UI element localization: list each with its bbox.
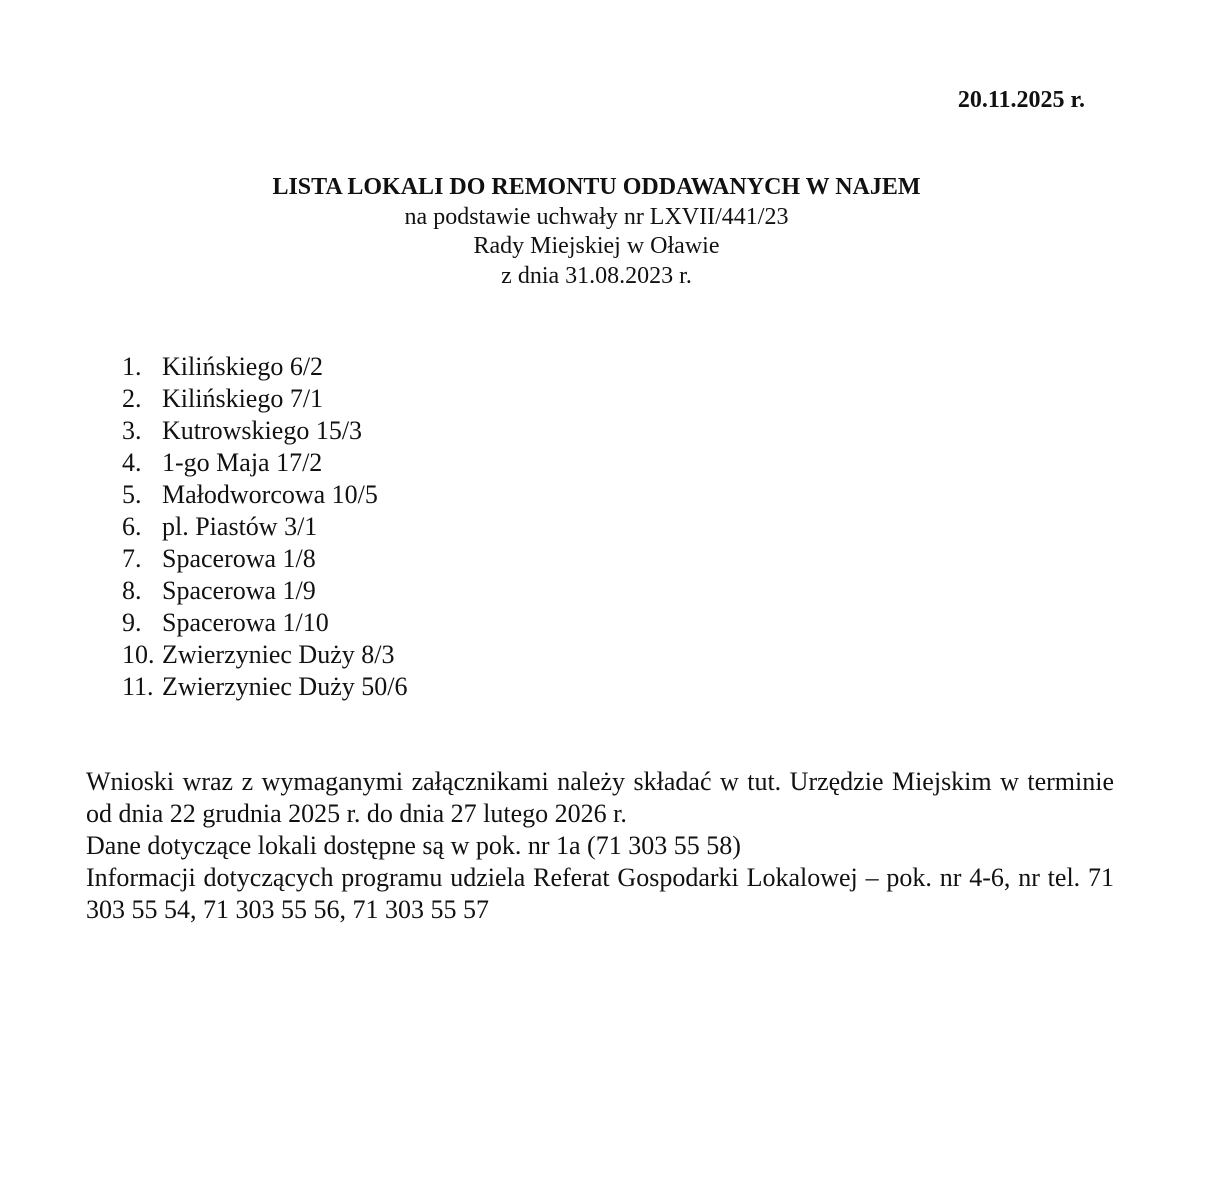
- list-item-number: 9.: [122, 608, 142, 637]
- list-item-number: 5.: [122, 480, 142, 509]
- resolution-date: z dnia 31.08.2023 r.: [501, 262, 692, 289]
- document-header: [0, 173, 1193, 291]
- list-item-address: Zwierzyniec Duży 50/6: [162, 672, 408, 701]
- premises-list: [122, 351, 407, 703]
- list-item-address: Kutrowskiego 15/3: [162, 416, 363, 445]
- list-item-number: 2.: [122, 384, 142, 413]
- list-item-number: 1.: [122, 352, 142, 381]
- list-item-number: 11.: [122, 672, 154, 701]
- list-item: [122, 351, 407, 383]
- list-item-number: 3.: [122, 416, 142, 445]
- list-item-address: Spacerowa 1/9: [162, 576, 316, 605]
- list-item: [122, 415, 407, 447]
- list-item-address: Spacerowa 1/10: [162, 608, 329, 637]
- list-item-number: 10.: [122, 640, 155, 669]
- council-name: Rady Miejskiej w Oławie: [473, 233, 720, 259]
- list-item-address: Kilińskiego 6/2: [162, 352, 324, 381]
- list-item-address: Małodworcowa 10/5: [162, 480, 378, 509]
- list-item: [122, 575, 407, 607]
- list-item-number: 8.: [122, 576, 142, 605]
- document-title: LISTA LOKALI DO REMONTU ODDAWANYCH W NAJEM: [272, 174, 921, 200]
- list-item: [122, 543, 407, 575]
- list-item: [122, 447, 407, 479]
- list-item: [122, 383, 407, 415]
- list-item: [122, 607, 407, 639]
- list-item-number: 4.: [122, 448, 142, 477]
- document-date: 20.11.2025 r.: [957, 87, 1085, 113]
- list-item-address: Zwierzyniec Duży 8/3: [162, 640, 395, 669]
- program-contact-paragraph: Informacji dotyczących programu udziela Referat Gospodarki Lokalowej – pok. nr 4-6, nr tel. 71 303 55 54, 71 303 55 56, 71 303 55 57: [86, 863, 1114, 924]
- list-item-address: 1-go Maja 17/2: [162, 448, 323, 477]
- list-item: [122, 511, 407, 543]
- premises-info-paragraph: Dane dotyczące lokali dostępne są w pok. nr 1a (71 303 55 58): [86, 831, 741, 860]
- list-item: [122, 639, 407, 671]
- application-notes: [86, 766, 1114, 926]
- list-item-address: pl. Piastów 3/1: [162, 512, 318, 541]
- list-item-number: 7.: [122, 544, 142, 573]
- application-deadline-paragraph: Wnioski wraz z wymaganymi załącznikami należy składać w tut. Urzędzie Miejskim w terminie od dnia 22 grudnia 2025 r. do dnia 27 lutego 2026 r.: [86, 767, 1114, 828]
- list-item-address: Spacerowa 1/8: [162, 544, 316, 573]
- list-item-address: Kilińskiego 7/1: [162, 384, 324, 413]
- list-item: [122, 479, 407, 511]
- resolution-reference: na podstawie uchwały nr LXVII/441/23: [404, 203, 789, 230]
- list-item-number: 6.: [122, 512, 142, 541]
- list-item: [122, 671, 407, 703]
